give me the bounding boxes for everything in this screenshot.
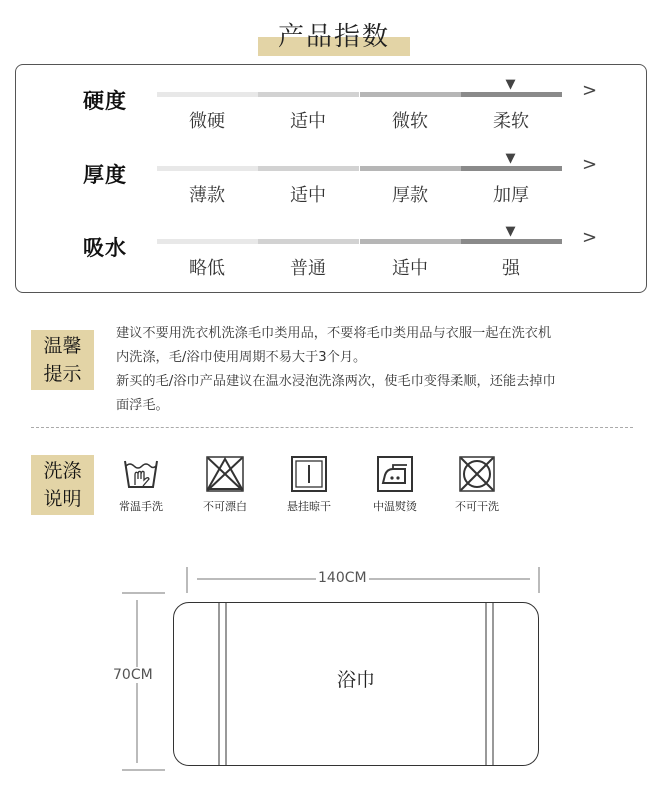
height-label: 70CM — [113, 667, 153, 683]
wash-item-hang-dry — [264, 455, 354, 514]
wash-label: 中温熨烫 — [373, 500, 417, 513]
index-level-label: 薄款 — [189, 185, 225, 206]
index-level-label: 适中 — [290, 111, 326, 132]
towel-diagram — [173, 602, 539, 766]
index-bar-segment — [360, 239, 461, 244]
iron-medium-icon — [375, 455, 415, 493]
hand-wash-icon — [121, 455, 161, 493]
index-level-label: 微软 — [392, 111, 428, 132]
selected-level-marker-icon: ▼ — [505, 224, 516, 239]
index-bar-segment — [157, 166, 258, 171]
product-index-panel — [15, 64, 647, 293]
index-level-label: 适中 — [392, 258, 428, 279]
wash-tag — [31, 455, 94, 515]
title-block — [258, 14, 410, 56]
index-level-label: 加厚 — [493, 185, 529, 206]
index-level-label: 普通 — [290, 258, 326, 279]
index-row-label: 厚度 — [83, 163, 127, 187]
index-bar-segment — [461, 92, 562, 97]
width-label: 140CM — [318, 570, 367, 586]
wash-item-hand-wash — [96, 455, 186, 514]
wash-label: 不可漂白 — [203, 500, 247, 513]
wash-label: 悬挂晾干 — [287, 500, 331, 513]
index-row — [16, 151, 648, 219]
tips-tag-line2: 提示 — [43, 363, 82, 385]
index-bar-segment — [360, 166, 461, 171]
wash-tag-line2: 说明 — [43, 488, 82, 510]
index-row-label: 硬度 — [83, 89, 127, 113]
tips-line: 建议不要用洗衣机洗涤毛巾类用品，不要将毛巾类用品与衣服一起在洗衣机 — [116, 326, 552, 341]
no-dry-clean-icon — [457, 455, 497, 493]
tips-line: 新买的毛/浴巾产品建议在温水浸泡洗涤两次，使毛巾变得柔顺，还能去掉巾 — [116, 374, 556, 389]
tips-tag — [31, 330, 94, 390]
towel-label: 浴巾 — [336, 669, 375, 691]
scale-arrow-icon: > — [582, 227, 598, 248]
no-bleach-icon — [205, 455, 245, 493]
index-level-label: 柔软 — [493, 111, 529, 132]
scale-arrow-icon: > — [582, 154, 598, 175]
index-row — [16, 77, 648, 145]
index-bar-segment — [258, 92, 359, 97]
index-bar-segment — [258, 239, 359, 244]
wash-tag-line1: 洗涤 — [43, 460, 82, 482]
index-bar-segment — [157, 239, 258, 244]
page-title: 产品指数 — [277, 22, 390, 52]
tips-line: 面浮毛。 — [116, 398, 169, 413]
tips-text — [116, 322, 636, 418]
index-level-label: 强 — [502, 258, 520, 279]
index-row — [16, 224, 648, 292]
index-level-label: 略低 — [189, 258, 225, 279]
index-row-label: 吸水 — [83, 236, 127, 260]
divider — [31, 427, 633, 428]
index-bar-segment — [360, 92, 461, 97]
hang-dry-icon — [289, 455, 329, 493]
tips-tag-line1: 温馨 — [43, 335, 82, 357]
index-level-label: 微硬 — [189, 111, 225, 132]
index-level-label: 适中 — [290, 185, 326, 206]
index-bar-segment — [461, 239, 562, 244]
index-bar-segment — [461, 166, 562, 171]
wash-item-no-bleach — [180, 455, 270, 514]
scale-arrow-icon: > — [582, 80, 598, 101]
wash-item-no-dry-clean — [432, 455, 522, 514]
wash-label: 常温手洗 — [119, 500, 163, 513]
wash-label: 不可干洗 — [455, 500, 499, 513]
index-bar-segment — [157, 92, 258, 97]
index-bar-segment — [258, 166, 359, 171]
wash-item-iron — [350, 455, 440, 514]
selected-level-marker-icon: ▼ — [505, 77, 516, 92]
selected-level-marker-icon: ▼ — [505, 151, 516, 166]
tips-line: 内洗涤，毛/浴巾使用周期不易大于3个月。 — [116, 350, 367, 365]
index-level-label: 厚款 — [392, 185, 428, 206]
